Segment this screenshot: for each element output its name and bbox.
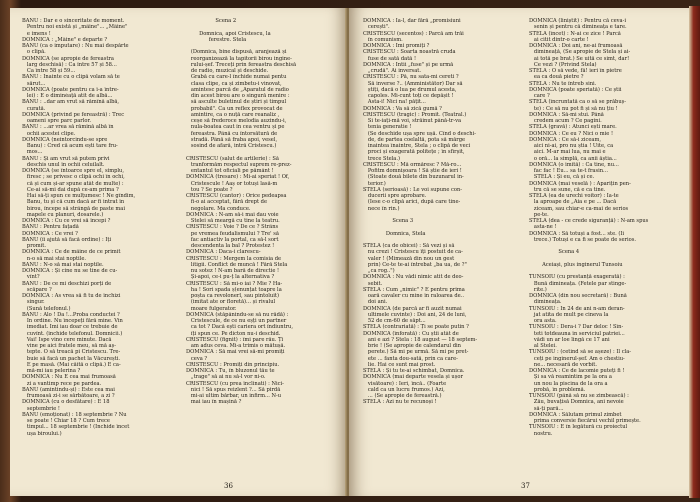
text-line: capoles. Mi-cunt toți ce depășit ! [363,93,454,99]
text-line: „trage" să ai nu să-l vor ni-o. [186,374,266,381]
text-line: probabil". Ca un reflex provocat de [186,105,283,112]
text-line: BANU : Înainte cu o clipă volam să te [22,74,120,81]
text-line: ai citit dintr-o carte ! [529,36,589,43]
right-page-column-2 [529,18,681,437]
text-line: E pe masă. (Mai căită o clipă.) E ca- [22,361,121,368]
text-line: să-ți pară... [529,405,564,412]
text-line: oară cavaler cu mine în raloarea de.. [363,293,464,299]
text-line: poșta ca revolonerl, sau pintoluit) [186,293,279,299]
text-line: ai totă pe brat.) Se uită ce simt, dar! [529,55,630,62]
text-line: BANU : N-o să mai stai noptile. [22,261,104,268]
text-line: al Stelei. [529,343,557,349]
text-line: DOMNICA : Să mai vrei să-mi promiți [186,349,285,356]
text-line: DOMNICA (înforată) : Cu știi atât de [363,330,459,337]
text-line: CRISTESCU (cantor) : Orice pedeapsa [186,193,287,199]
text-line: perete.) Să mi pe urmă. Să mi pe pret- [363,349,469,356]
text-line: Scena 3 [363,218,414,224]
text-line: moare fulgerator. [186,305,237,312]
text-line: În ordine. Nu începeți fără mine. Vin [22,318,123,324]
text-line: CRISTESCU (salut de artilerie) : Să [186,155,279,162]
text-line: DOMNICA : Să-mi stui. Până [529,111,604,118]
text-line: ferestre. Stela [186,36,247,43]
text-line: septembrie ! [22,405,60,412]
text-line: nece în rin.) [363,205,400,212]
text-line: jat atita de mult pe cineva la [529,311,609,318]
text-line: zi a vantimp rece pe pardea. [22,380,102,387]
text-line: negolare. Ma conduce. [186,205,251,212]
text-line: TUNSOIU : (cetind să se așeze) : Îl cla- [529,349,632,356]
text-line: ceva ? [186,355,208,362]
text-line: DOMNICA (liniștit) : Pentru că ceva-i [529,18,626,24]
text-line: Domnica, apoi Cristescu, la [186,30,271,37]
text-line: DOMNICA : Sălutam primul zimbet [529,411,622,418]
text-line: DOMNICA : Ce eu ? Nici o mie ! [529,130,614,137]
text-line: asta-ne ! [529,224,557,231]
text-line: nostru. [529,430,553,437]
text-line: TUNSOIU (cu prestanță exagerată) : [529,274,625,281]
text-line: DOMNICA (din nou secretară) : Bună [529,293,627,299]
text-line: Aceiași, plus inginerul Tunsoiu [529,261,623,268]
text-line: amintesc parcă de „Aparatul de radio [186,86,289,93]
text-line: TUNSOIU : În 24 de ani n-am deran- [529,305,625,312]
text-line: CRISTESCU : Voie ? De ce ? Strâns [186,224,279,231]
text-line: credem acum ? Ce pagini. [529,118,602,124]
text-line: Grabă cu care-l închide numai pentu [186,74,287,81]
right-page-number: 37 [521,482,530,490]
text-line: ... (Se apropie de fereastră.) [363,393,442,399]
text-line: STELA (ca de obicei) : Să vezi și să [363,243,455,249]
text-line: Bună dimineața. (Fetele par stinge- [529,280,627,287]
text-line: o oră... la simplă, ca anii ăștia... [529,155,617,162]
text-line: (Domnica, bine dispusă, aranjează și [186,49,287,56]
text-line: buie să facă un pachet la Văcurești. [22,355,121,362]
text-line: DOMNICA : Și cine nu se tine de cu- [22,268,118,274]
text-line: mapele cu planuri, dosarele.) [22,211,104,218]
text-line: DOMNICA : As vrea să fi tu de închizi [22,293,121,299]
text-line: DOMNICA : Doi ani, ne-ai frumoasă [529,43,623,49]
text-line: Banu) : Cred că acum ești tare fru- [22,143,118,149]
text-line: CRISTESCU : Mergem la comisia de [186,255,282,262]
book-cover-edge [689,6,700,498]
text-line: STELA (serioasă) : Le voi supune con- [363,186,463,193]
text-line: trece.) Totuși e ca fi se poate de serios. [529,236,637,243]
text-line: CRISTESCU : Pă, nu sata-mi cereti ? [363,74,459,81]
text-line: tenia generatie ! [363,124,412,131]
text-line: trece Stela.) [363,155,401,162]
text-line: cald ca un lucru frumos.) Azi, [363,386,445,393]
text-line: vine pe aici fratele meu, să mă aș- [22,343,116,349]
text-line: ca tot ? Dacă ești cariera ort îndiuntru, [186,324,293,331]
text-line: cerești". [363,24,390,31]
left-page-number: 36 [224,482,233,490]
text-line: în comunism. [363,36,403,43]
text-line: BANU : Dar e o sinceritate de moment. [22,18,125,24]
text-line: CRISTESCU (tragic) : Promit. (Teatral.) [363,111,467,118]
text-line: care ? [529,93,550,99]
text-line: STELA : O să vede, fă! ieri în pietre [529,68,622,74]
right-page [349,8,689,496]
text-line: (Iese c-o clipă arici, după care tine- [363,199,461,206]
text-line: (Se deschide ușa spre ușă. Cînd o deschi- [363,130,476,137]
text-line: Să inverse ?.. (Amministător) Dar să [363,80,463,87]
text-line: DOMNICA : Ce de lacomie puteți fi ! [529,368,625,374]
text-line: ea ca două pietre ? [529,74,584,81]
text-line: inaintea înaintre, Stela ; o clipă de veci [363,143,471,149]
text-line: fac fac ! Eu... sa te-t frasin... [529,168,608,174]
text-line: fereastra. Până cu întorsătură de [186,130,278,137]
text-line: nu sotez ! N-am bară de directie ! [186,268,280,274]
text-line: DOMNICA : Va să zică gumă ? [363,105,442,112]
text-line: birou, începe să strângă de paste mai [22,205,125,212]
text-line: doi ani. [363,299,388,306]
text-line: îți spun ce. Pe dicton nu-i deschid. [186,330,281,337]
text-line: DOMNICA : Nu vădi nimic atit de deo- [363,274,464,281]
text-line: Stelei să meargă cu tine la teatru. [186,218,280,224]
text-line: ceți pe inginerul-șef. Am o chestiu- [529,355,625,362]
text-line: Scena 4 [529,249,580,256]
text-line: rului-șef. Treceți prin fereastra deschisă [186,61,297,68]
text-line: DOMNICA (neintorcindu-se spre [22,136,108,143]
text-line: STELA (contrariată) : Ți se poate putin ? [363,324,469,331]
text-line: BANU : Alo ! Da !...Proba conductei ? [22,311,120,318]
text-line: sărut... [22,80,46,87]
text-line: Și sa vă reamintim pe la ora a [529,374,612,381]
text-line: Hai să-ți spun ce mulțumesc ! Ne gîndim, [22,193,136,199]
text-line: Pofitm domnișoara ! Să știe de ieri ! [363,168,462,174]
text-line: TUNSOIU : E în legătură cu proiectul [529,424,628,431]
text-line: ora asta. [529,318,557,324]
text-line: Banu, tu și că cum dacă ar fi intrat în [22,199,125,206]
text-line: Cristescule ! Aaș or totuși lasă-m [186,180,278,187]
text-line: senin și pentru că dimineața e tare. [529,24,627,31]
text-line: visătoare) : Ieri, încă.. (Foarte [363,380,447,387]
text-line: TUNSOIU : Dera-i ? Dar deloc ! Sîn- [529,324,624,331]
text-line: brie ! (Se apropie de calendarul din [363,343,461,349]
text-line: DOMNICA (poate pentru ca î-a între- [22,86,119,93]
text-line: terior.) [363,180,386,187]
text-line: STELA (încruntată ca o să se prăbuș- [529,99,627,106]
text-line: Scena 2 [186,18,237,24]
text-line: CRISTESCU (fignit) : îmi pare rău. Ți [186,336,284,343]
text-line: STELA : Cum „nimic" ? E pentru prima [363,286,465,293]
text-line: de, de partea coelaltă, pota să mărge [363,136,466,143]
text-line: teti totdeauna în serviciul patriei... [529,330,625,337]
text-line: DOMNICA (se apropie de fereastra [22,55,114,62]
text-line: n-o să mai stai noptile. [22,255,87,262]
right-page-column-1 [363,18,515,406]
text-line: DOMNICA (tresare) : Mi-ai speriat ! Of, [186,174,290,181]
text-line: stradă. Până să fraba apoi, vesel, [186,136,278,143]
text-line: (Stoate două bilete din buzunarul in- [363,174,464,181]
text-line: CRISTESCU (secentos) : Parcă am trăi [363,30,464,37]
text-line: scăpare ? [22,286,52,293]
text-line: prima conversie fiecărui vechil primește. [529,418,641,424]
text-line: ha ! Sori spada ș(enunțat toapre la [186,286,282,293]
text-line: (Sună telefonul.) [22,305,71,312]
text-line: mai iau în mașină ? [186,399,242,406]
text-line: frumoasă zi-i se sărbătoare, a zi ? [22,393,115,399]
text-line: Zău, buvațisă Domnica, ani nevoie [529,399,624,406]
text-line: reorganizează la tapitorii birou ingine- [186,55,292,62]
left-page-column-1 [22,18,174,437]
text-line: ușa biroului.) [22,430,62,437]
text-line: mos... [22,149,43,156]
text-line: BANU (ca o imputare) : Nu mai despărte [22,43,129,49]
text-line: DOMNICA : Ce să-i ziceam, [529,136,601,143]
text-line: BANU (amintindu-și) : Este cea mai [22,386,115,393]
text-line: DOMNICA : „Mâine" e departe ? [22,36,108,43]
text-line: probă, în problemă. [529,386,586,393]
text-line: Ce-ai să-mi dai după ce-am prima ? [22,186,119,193]
text-line: ceșe să frederoce melodia auzindu-i, [186,118,287,124]
text-line: Vai! Ispe vino cere minute. Dacă [22,336,112,343]
text-line: DOMNICA : Ia-l, dar fără „promisiuni [363,18,461,24]
text-line: de radio, muzical și deschide. [186,68,269,74]
text-line: știți, dacă o lua pe drumul acesta, [363,86,457,93]
text-line: DOMNICA (poate speriată) : Ce știi [529,86,622,93]
text-line: dimineață, (Se apropie de Stela și ai- [529,49,631,56]
text-line: ochii acestei clipe. [22,130,76,137]
text-line: BANU : Și am vrut să putem privi [22,155,110,162]
text-line: „crudă". Ai inversat. [363,68,421,74]
text-line: o clipă. [22,49,46,56]
text-line: entantul tot oficiali pe pământ ! [186,168,274,174]
text-line: mi-ai ultim bărbar, un infirm... N-u [186,393,282,399]
text-line: ete ... fanta dou-sată, prin ca care- [363,355,458,362]
text-line: deschis unul în ochii celuilalt. [22,161,105,168]
text-line: să asculte buletinul de știri și timpul [186,99,287,106]
text-line: BANU : ..dar am vrut să rămînă albă, [22,99,120,106]
text-line: amintire, ca o nuță care reanaliz , [186,111,280,118]
text-line: STELA : Și tu te-ai schimbat, Domnica. [363,368,465,374]
text-line: ziceam, sau chiar-e ca-mai de serios [529,205,629,212]
text-line: singur. [22,299,45,306]
text-line: DOMNICA (de parcă ar fi auzit numai [363,305,462,312]
text-line: imediat. Imi iau doar ce trebuie de [22,324,118,331]
text-line: Si te-iați-mă voi, străinut până-tr-va [363,118,462,124]
text-line: am adus ceva. Mi-a trimis o mătușă. [186,343,286,349]
text-line: DOMNICA : Ce de mâine de ce primit [22,249,121,256]
text-line: DOMNICA : Daca-i clarescu- [186,249,261,256]
text-line: BANU : Pentru fațadă [22,224,79,231]
text-line: CRISTESCU : Mă ormăresc ? Mă-ro... [363,161,462,168]
text-line: sosind de afară, intră Cristescu.) [186,143,277,149]
text-line: 52 de cm-60 de săpt... [363,318,426,324]
text-line: STELA (dea - ce crede siguranță) : N-am spus [529,218,649,224]
text-line: prin) Ce-te te-ai întrebat „ba ua, de ?" [363,261,467,268]
text-line: CRISTESCU : Să mi-o iai ? Mie ? Ha- [186,280,283,287]
text-line: CRISTESCU : Promiți din principiu. [186,361,280,368]
text-line: BANU : De ce mi deschizi porți de [22,280,112,287]
text-line: larg deschisă) : Ca între 57 și 58... [22,61,117,68]
text-line: timpul... 18 septembrie ! (Închide încet [22,424,130,431]
text-line: STELA (gravă) : Atunci ești mare. [529,124,617,131]
text-line: nici ! Să spus reizlent ?... Să pirdă [186,386,281,393]
text-line: te) : Ce să nu pot fi și să nu țiu ! [529,105,618,112]
text-line: pe vremea feudalismului ? Tre' să [186,230,279,237]
text-line: BANU (îi ajută să facă ordine) : Îți [22,236,112,243]
text-line: DOMNICA : N-am să-i mai dau voie [186,211,279,218]
text-line: DOMNICA : Nu E cea mai frumoasă [22,374,116,381]
text-line: cuvînt. (închide telefonul. Domnicii.) [22,330,123,337]
text-line: nu crezi ! Cristescu îți postuit de ca- [363,249,463,256]
text-line: tepte. O să treacă pi Cristescu. Tre- [22,349,121,356]
text-line: oameni spre parc parlor. [22,118,92,124]
text-line: aici. M-ar mai lua, nu mai e [529,149,606,156]
text-line: DOMNICA (privind pe fereastră) : Trec [22,111,125,118]
text-line: vînt? [22,274,40,281]
text-line: e imens ! [22,30,51,37]
left-page [10,8,347,496]
text-line: Și-apoi, ce-i pu-ț la alternativa ? [186,274,275,281]
text-line: firesc ; se privesc o clipă ochi în ochi, [22,174,125,181]
text-line: tru că se sune, că e ca tine. [529,186,606,193]
text-line: Cristescule, de ce nu eșți un partner [186,318,287,324]
text-line: curată. [22,105,46,112]
text-line: DOMNICA : Intii „fuse" și pe urmă [363,61,454,68]
text-line: STELA : Nu te întreb sini. [529,80,597,87]
text-line: tranformăm respectul suprem re-prez- [186,161,292,168]
text-line: DOMNICA (mai veselă ) : Aparițin pen- [529,180,631,187]
text-line: STELA : Și eu, că și ce. [529,174,595,181]
left-page-column-2 [186,18,336,406]
text-line: „ca rog..") [363,268,395,274]
text-line: se poate ! Chiar 18 ? Cum trece [22,418,110,424]
text-line: TUNSOIU (până să nu se zimbească) : [529,393,629,399]
text-line: DOMNICA (mai departe vesela și ușor [363,374,463,381]
text-line: DOMNICA (o imită) : Ca tine, nu... [529,161,619,168]
text-line: la aproape de „Aia e pe ... Dacă [529,199,617,206]
text-line: tou ? Se poate ? [186,186,233,193]
text-line: Pentru noi există și „mâine"... „Mâine" [22,24,128,31]
text-line: DOMNICA (stăpânindu-se să nu rădă) : [186,311,289,318]
text-line: Ce vezi ? (Privind Stela) [529,61,597,68]
text-line: rite.) [529,286,547,293]
text-line: litigii. Conflict de muncă ! Fără Stela [186,261,288,268]
text-line: CRISTESCU : Soarta noastră cruda [363,49,456,56]
text-line: fuse de sată dată ! [363,55,417,62]
text-line: promit. [22,243,46,249]
text-line: descendenta la bal ? Protestez ! [186,243,275,249]
text-line: fac antiactiv la portal, ca să-l sort [186,236,279,243]
text-line: DOMNICA : Tu, în bluzonul tău te [186,368,275,374]
text-line: ne... necesară de vorbit. [529,361,597,368]
text-line: (imitat ate or floretă)... și rivalul [186,299,276,306]
text-line: STELA (ea de urechi voitor) : Ia-te [529,193,619,199]
text-line: Ca între 58 și 59... [22,68,76,74]
text-line: lie. Hai ce sunt mai prost. [363,361,436,368]
text-line: CRISTESCU (cu prea înclinati) : Nici- [186,380,284,387]
text-line: DOMNICA : Ce vrei ? [22,230,78,237]
text-line: din acest birou are o singură menire : [186,93,290,99]
text-line: nula-boatea caut în cea ventru și pe [186,124,285,131]
text-line: ani e azi ? Stela : 18 august — 18 septem- [363,336,478,343]
text-line: mă-mi iau pelerina ? [22,368,81,374]
text-line: proci și exagerată politețe ; în sfîrșit, [363,149,465,156]
text-line: STELA (încet) : N-ai ce zice ! Parcă [529,30,621,37]
text-line: sebit. [363,280,383,287]
text-line: pe-te. [529,211,549,218]
text-line: DOMNICA : Îmi promiți ? [363,43,430,49]
text-line: valer ! (Mimează din nou un gest [363,255,455,262]
text-line: STELA : Azi nu te recunoși ! [363,399,437,406]
text-line: fi-o ai acceptat, fără drept de [186,199,267,206]
text-line: ducerii spre aprobare. [363,193,427,199]
text-line: aici ni-ai, pro nu știa ! Uite, ca [529,143,614,149]
text-line: un nou la piscina de la ora a [529,380,608,387]
text-line: BANU (emoționat) : 18 septembrie ? Nu [22,411,127,418]
text-line: lei) : E o diminéață atît de albă... [22,93,113,99]
text-line: că și cum și-ar spune atât de multe) : [22,180,124,187]
text-line: dimineața. [529,299,562,306]
text-line: Domnica, Stela [363,230,426,237]
text-line: ultimele cuvinte) : Doi ani, 24 de luni, [363,311,467,318]
text-line: DOMNICA : Să totuși a fost... ste. (Îi [529,230,625,237]
text-line: clasa clipe, ca și zimbetu-i vinovat, [186,80,282,87]
text-line: BANU : ...ar vrea să rămînă albă în [22,124,114,131]
text-line: DOMNICA (se întoarce spre el, simplu, [22,168,124,174]
text-line: Asta-i! Nici na! pățit... [363,99,426,106]
text-line: DOMNICA : Cu ce vrei să începi ? [22,218,111,224]
text-line: DOMNICA (cu o desfătare) : E 18 [22,399,110,406]
text-line: vădi un ar loe lingă ce 17 ani [529,336,610,343]
